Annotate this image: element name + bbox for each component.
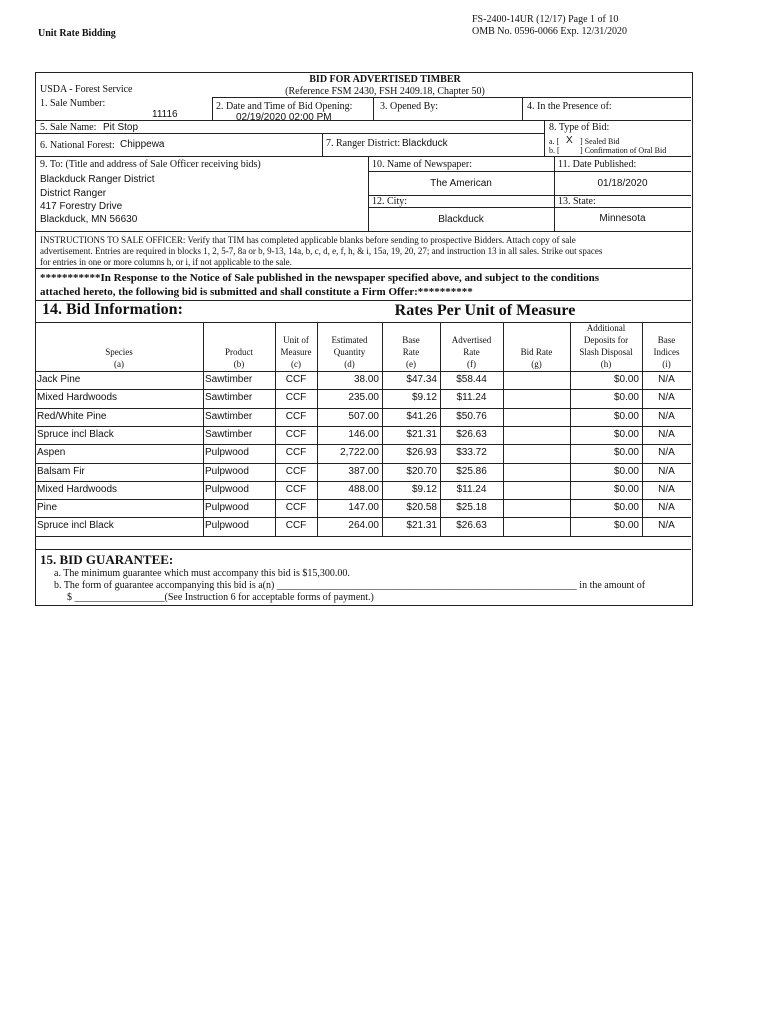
cell-base-rate: $47.34 bbox=[406, 374, 437, 385]
newspaper-label: 10. Name of Newspaper: bbox=[372, 159, 472, 170]
column-header-base-indices: Base bbox=[657, 335, 676, 345]
cell-quantity: 147.00 bbox=[348, 502, 379, 513]
state-label: 13. State: bbox=[558, 196, 596, 207]
to-label: 9. To: (Title and address of Sale Officer receiving bids) bbox=[40, 159, 261, 170]
cell-advertised-rate: $50.76 bbox=[456, 411, 487, 422]
cell-base-indices: N/A bbox=[658, 484, 675, 495]
column-header-unit: Unit of bbox=[283, 335, 309, 345]
column-header-advertised-rate: Rate bbox=[463, 347, 480, 357]
national-forest-label: 6. National Forest: bbox=[40, 140, 115, 151]
cell-base-indices: N/A bbox=[658, 502, 675, 513]
cell-slash-deposit: $0.00 bbox=[613, 520, 639, 531]
cell-product: Pulpwood bbox=[205, 502, 249, 513]
sale-number: 11116 bbox=[152, 109, 178, 120]
cell-advertised-rate: $25.86 bbox=[456, 466, 487, 477]
newspaper: The American bbox=[430, 178, 492, 189]
cell-base-rate: $9.12 bbox=[411, 484, 437, 495]
cell-product: Pulpwood bbox=[205, 447, 249, 458]
cell-unit: CCF bbox=[285, 447, 307, 458]
cell-advertised-rate: $26.63 bbox=[456, 520, 487, 531]
cell-species: Pine bbox=[37, 502, 58, 513]
date-published: 01/18/2020 bbox=[597, 178, 648, 189]
cell-unit: CCF bbox=[285, 429, 307, 440]
cell-slash-deposit: $0.00 bbox=[613, 374, 639, 385]
cell-quantity: 264.00 bbox=[348, 520, 379, 531]
instructions-line-1: INSTRUCTIONS TO SALE OFFICER: Verify that TIM has completed applicable blanks before sending to prospective Bidders. Attach copy of sale bbox=[40, 235, 576, 245]
cell-species: Spruce incl Black bbox=[37, 429, 114, 440]
cell-unit: CCF bbox=[285, 484, 307, 495]
agency: USDA - Forest Service bbox=[40, 84, 133, 95]
ranger-district-label: 7. Ranger District: bbox=[326, 138, 401, 149]
cell-unit: CCF bbox=[285, 466, 307, 477]
cell-base-rate: $21.31 bbox=[406, 520, 437, 531]
column-header-slash-deposit: Slash Disposal bbox=[579, 347, 633, 357]
instructions-line-2: advertisement. Entries are required in blocks 1, 2, 5-7, 8a or b, 9-13, 14a, b, c, d, e, f, h, & i, 15a, 19, 20, 27; and instruction 13 in all sales. Strike out spaces bbox=[40, 246, 603, 256]
column-header-slash-deposit: Deposits for bbox=[583, 335, 629, 345]
city: Blackduck bbox=[438, 214, 484, 225]
cell-quantity: 2,722.00 bbox=[340, 447, 379, 458]
sale-name-label: 5. Sale Name: bbox=[40, 122, 97, 133]
guarantee-line-b: b. The form of guarantee accompanying this bid is a(n) ____________________________________________________________ in the amount of bbox=[54, 580, 646, 591]
cell-base-rate: $20.58 bbox=[406, 502, 437, 513]
column-header-base-indices: Indices bbox=[653, 347, 680, 357]
cell-quantity: 146.00 bbox=[348, 429, 379, 440]
cell-slash-deposit: $0.00 bbox=[613, 502, 639, 513]
cell-base-rate: $9.12 bbox=[411, 392, 437, 403]
cell-slash-deposit: $0.00 bbox=[613, 466, 639, 477]
rates-heading: Rates Per Unit of Measure bbox=[394, 302, 576, 319]
cell-unit: CCF bbox=[285, 374, 307, 385]
type-a-label: ] Sealed Bid bbox=[580, 137, 620, 146]
cell-species: Red/White Pine bbox=[37, 411, 107, 422]
reference: (Reference FSM 2430, FSH 2409.18, Chapter 50) bbox=[285, 86, 485, 97]
cell-product: Sawtimber bbox=[205, 374, 253, 385]
cell-base-rate: $26.93 bbox=[406, 447, 437, 458]
cell-product: Sawtimber bbox=[205, 411, 253, 422]
cell-base-rate: $41.26 bbox=[406, 411, 437, 422]
column-header-slash-deposit: (h) bbox=[600, 359, 612, 369]
cell-species: Spruce incl Black bbox=[37, 520, 114, 531]
cell-slash-deposit: $0.00 bbox=[613, 392, 639, 403]
cell-product: Sawtimber bbox=[205, 392, 253, 403]
bid-title: BID FOR ADVERTISED TIMBER bbox=[309, 74, 461, 85]
address-line-1: Blackduck Ranger District bbox=[40, 174, 155, 185]
address-line-4: Blackduck, MN 56630 bbox=[40, 214, 138, 225]
national-forest: Chippewa bbox=[120, 139, 165, 150]
cell-species: Balsam Fir bbox=[37, 466, 85, 477]
column-header-unit: (c) bbox=[291, 359, 301, 369]
type-b-label: ] Confirmation of Oral Bid bbox=[580, 146, 667, 155]
cell-base-rate: $20.70 bbox=[406, 466, 437, 477]
cell-species: Jack Pine bbox=[37, 374, 81, 385]
cell-base-indices: N/A bbox=[658, 466, 675, 477]
column-header-base-rate: Rate bbox=[402, 347, 420, 357]
cell-base-indices: N/A bbox=[658, 374, 675, 385]
column-header-species: (a) bbox=[114, 359, 124, 369]
offer-line-1: ***********In Response to the Notice of Sale published in the newspaper specified above, and subject to the conditions bbox=[40, 272, 600, 284]
cell-advertised-rate: $58.44 bbox=[456, 374, 487, 385]
bid-info-heading: 14. Bid Information: bbox=[42, 301, 183, 318]
bid-opening-label: 2. Date and Time of Bid Opening: bbox=[216, 101, 353, 112]
cell-base-rate: $21.31 bbox=[406, 429, 437, 440]
type-of-bid-label: 8. Type of Bid: bbox=[549, 122, 610, 133]
cell-advertised-rate: $25.18 bbox=[456, 502, 487, 513]
cell-quantity: 235.00 bbox=[348, 392, 379, 403]
cell-quantity: 488.00 bbox=[348, 484, 379, 495]
cell-species: Aspen bbox=[37, 447, 66, 458]
column-header-quantity: Estimated bbox=[331, 335, 368, 345]
cell-base-indices: N/A bbox=[658, 447, 675, 458]
column-header-bid-rate: Bid Rate bbox=[520, 347, 553, 357]
column-header-quantity: Quantity bbox=[333, 347, 366, 357]
address-line-3: 417 Forestry Drive bbox=[40, 201, 123, 212]
form-title: Unit Rate Bidding bbox=[38, 28, 116, 39]
cell-species: Mixed Hardwoods bbox=[37, 484, 118, 495]
guarantee-heading: 15. BID GUARANTEE: bbox=[40, 552, 174, 567]
column-header-quantity: (d) bbox=[344, 359, 355, 369]
cell-unit: CCF bbox=[285, 392, 307, 403]
cell-quantity: 507.00 bbox=[348, 411, 379, 422]
date-published-label: 11. Date Published: bbox=[558, 159, 637, 170]
type-b-prefix: b. [ bbox=[549, 146, 560, 155]
opened-by-label: 3. Opened By: bbox=[380, 101, 439, 112]
cell-product: Sawtimber bbox=[205, 429, 253, 440]
column-header-product: Product bbox=[225, 347, 253, 357]
cell-species: Mixed Hardwoods bbox=[37, 392, 118, 403]
form-number: FS-2400-14UR (12/17) Page 1 of 10 bbox=[472, 14, 619, 25]
column-header-species: Species bbox=[105, 347, 133, 357]
cell-product: Pulpwood bbox=[205, 484, 249, 495]
cell-unit: CCF bbox=[285, 502, 307, 513]
cell-base-indices: N/A bbox=[658, 411, 675, 422]
cell-product: Pulpwood bbox=[205, 466, 249, 477]
column-header-base-rate: (e) bbox=[406, 359, 416, 369]
cell-slash-deposit: $0.00 bbox=[613, 411, 639, 422]
column-header-slash-deposit: Additional bbox=[586, 323, 626, 333]
column-header-advertised-rate: (f) bbox=[467, 359, 476, 369]
cell-advertised-rate: $33.72 bbox=[456, 447, 487, 458]
type-a-prefix: a. [ bbox=[549, 137, 560, 146]
column-header-advertised-rate: Advertised bbox=[451, 335, 492, 345]
cell-slash-deposit: $0.00 bbox=[613, 484, 639, 495]
cell-quantity: 387.00 bbox=[348, 466, 379, 477]
cell-base-indices: N/A bbox=[658, 520, 675, 531]
cell-slash-deposit: $0.00 bbox=[613, 429, 639, 440]
column-header-unit: Measure bbox=[280, 347, 312, 357]
instructions-line-3: for entries in one or more columns h, or i, if not applicable to the sale. bbox=[40, 257, 292, 267]
cell-base-indices: N/A bbox=[658, 429, 675, 440]
sale-name: Pit Stop bbox=[103, 122, 139, 133]
state: Minnesota bbox=[599, 213, 646, 224]
column-header-bid-rate: (g) bbox=[531, 359, 542, 369]
cell-unit: CCF bbox=[285, 520, 307, 531]
presence-label: 4. In the Presence of: bbox=[527, 101, 612, 112]
cell-product: Pulpwood bbox=[205, 520, 249, 531]
city-label: 12. City: bbox=[372, 196, 408, 207]
sealed-bid-checkbox[interactable]: X bbox=[566, 135, 573, 146]
omb-number: OMB No. 0596-0066 Exp. 12/31/2020 bbox=[472, 26, 627, 37]
cell-advertised-rate: $11.24 bbox=[456, 392, 487, 403]
column-header-base-rate: Base bbox=[402, 335, 420, 345]
column-header-product: (b) bbox=[233, 359, 245, 369]
cell-unit: CCF bbox=[285, 411, 307, 422]
column-header-base-indices: (i) bbox=[662, 359, 671, 369]
sale-number-label: 1. Sale Number: bbox=[40, 98, 106, 109]
ranger-district: Blackduck bbox=[402, 138, 448, 149]
offer-line-2: attached hereto, the following bid is submitted and shall constitute a Firm Offer:********** bbox=[40, 286, 473, 298]
guarantee-line-c: $ __________________(See Instruction 6 for acceptable forms of payment.) bbox=[67, 592, 374, 603]
cell-advertised-rate: $26.63 bbox=[456, 429, 487, 440]
cell-quantity: 38.00 bbox=[353, 374, 379, 385]
cell-slash-deposit: $0.00 bbox=[613, 447, 639, 458]
cell-advertised-rate: $11.24 bbox=[456, 484, 487, 495]
cell-base-indices: N/A bbox=[658, 392, 675, 403]
guarantee-line-a: a. The minimum guarantee which must accompany this bid is $15,300.00. bbox=[54, 568, 350, 579]
address-line-2: District Ranger bbox=[40, 188, 107, 199]
bid-opening-date: 02/19/2020 02:00 PM bbox=[236, 112, 332, 123]
